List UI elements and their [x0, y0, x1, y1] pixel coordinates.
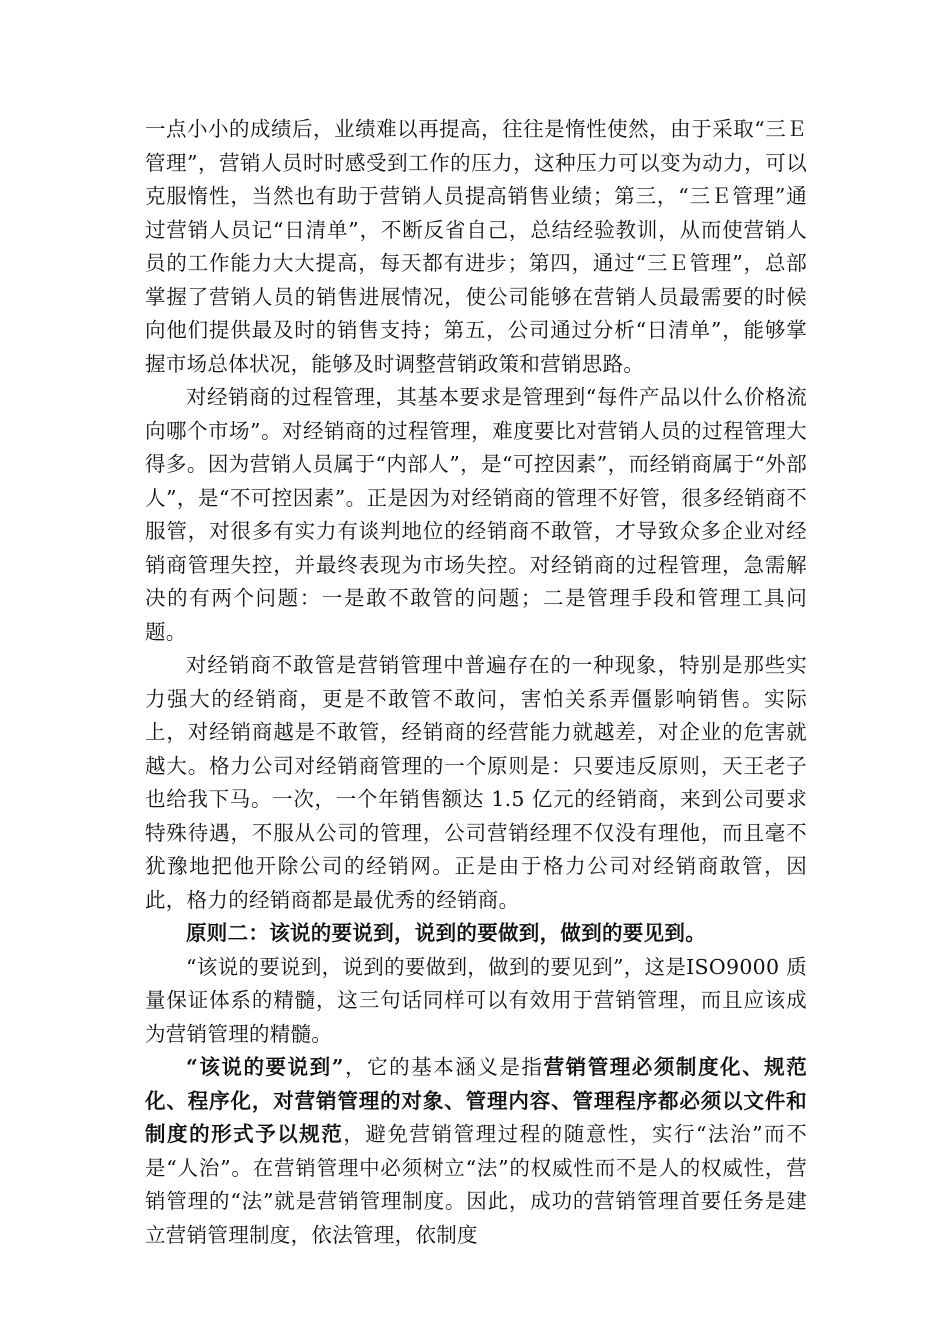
paragraph-iso9000-essence [145, 951, 807, 1052]
document-body [145, 113, 807, 1252]
paragraph-text: ，避免营销管理过程的随意性，实行“法治”而不是“人治”。在营销管理中必须树立“法”的权威性而不是人的权威性，营销管理的“法”就是营销管理制度。因此，成功的营销管理首要任务是建立营销管理制度，依法管理，依制度 [145, 1122, 807, 1247]
emphasis-quote: “该说的要说到” [186, 1055, 344, 1079]
section-heading-principle-two [145, 917, 807, 951]
paragraph-text: 对经销商不敢管是营销管理中普遍存在的一种现象，特别是那些实力强大的经销商，更是不敢管不敢问，害怕关系弄僵影响销售。实际上，对经销商越是不敢管，经销商的经营能力就越差，对企业的危害就越大。格力公司对经销商管理的一个原则是：只要违反原则，天王老子也给我下马。一次，一个年销售额达 1.5 亿元的经销商，来到公司要求特殊待遇，不服从公司的管理，公司营销经理不仅没有理他，而且毫不犹豫地把他开除公司的经销网。正是由于格力公司对经销商敢管，因此，格力的经销商都是最优秀的经销商。 [145, 653, 807, 912]
paragraph-text: 一点小小的成绩后，业绩难以再提高，往往是惰性使然，由于采取“三Ｅ管理”，营销人员时时感受到工作的压力，这种压力可以变为动力，可以克服惰性，当然也有助于营销人员提高销售业绩；第三，“三Ｅ管理”通过营销人员记“日清单”，不断反省自己，总结经验教训，从而使营销人员的工作能力大大提高，每天都有进步；第四，通过“三Ｅ管理”，总部掌握了营销人员的销售进展情况，使公司能够在营销人员最需要的时候向他们提供最及时的销售支持；第五，公司通过分析“日清单”，能够掌握市场总体状况，能够及时调整营销政策和营销思路。 [145, 117, 807, 376]
paragraph-text: 对经销商的过程管理，其基本要求是管理到“每件产品以什么价格流向哪个市场”。对经销商的过程管理，难度要比对营销人员的过程管理大得多。因为营销人员属于“内部人”，是“可控因素”，而经销商属于“外部人”，是“不可控因素”。正是因为对经销商的管理不好管，很多经销商不服管，对很多有实力有谈判地位的经销商不敢管，才导致众多企业对经销商管理失控，并最终表现为市场失控。对经销商的过程管理，急需解决的有两个问题：一是敢不敢管的问题；二是管理手段和管理工具问题。 [145, 385, 807, 644]
paragraph-say-what-should-be-said [145, 1051, 807, 1252]
paragraph-text: ，它的基本涵义是指 [343, 1055, 544, 1079]
paragraph-text: “该说的要说到，说到的要做到，做到的要见到”，这是ISO9000 质量保证体系的精髓，这三句话同样可以有效用于营销管理，而且应该成为营销管理的精髓。 [145, 954, 807, 1046]
emphasis-definition: 营销管理必须制度化、规范化、程序化，对营销管理的对象、管理内容、管理程序都必须以文件和制度的形式予以规范 [145, 1055, 808, 1146]
heading-text: 原则二：该说的要说到，说到的要做到，做到的要见到。 [186, 921, 706, 945]
paragraph-three-e-benefits [145, 113, 807, 381]
paragraph-dealer-process-management [145, 381, 807, 649]
paragraph-dare-to-manage-dealers [145, 649, 807, 917]
